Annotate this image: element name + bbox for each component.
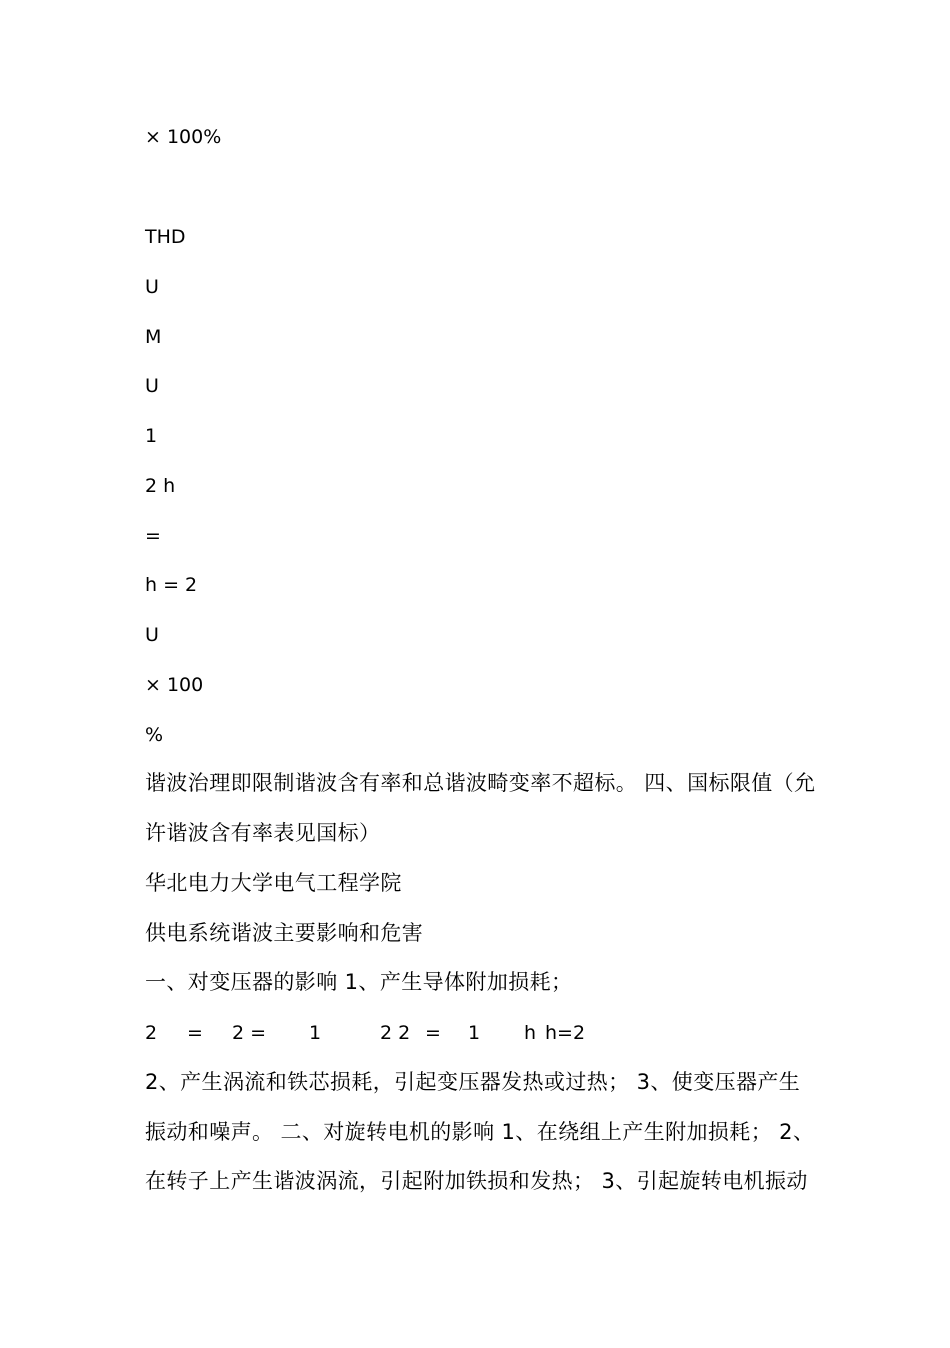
paragraph-line: 一、对变压器的影响 1、产生导体附加损耗；: [145, 970, 573, 994]
formula-fragment: h=2: [545, 1022, 586, 1044]
paragraph-line: 振动和噪声。 二、对旋转电机的影响 1、在绕组上产生附加损耗； 2、: [145, 1120, 815, 1144]
formula-line: × 100%: [145, 126, 222, 148]
formula-fragment: 2 =: [232, 1022, 267, 1044]
formula-line: THD: [145, 226, 186, 248]
paragraph-line: 许谐波含有率表见国标）: [145, 821, 381, 845]
formula-line: × 100: [145, 674, 204, 696]
formula-line: U: [145, 276, 159, 298]
paragraph-line: 谐波治理即限制谐波含有率和总谐波畸变率不超标。 四、国标限值（允: [145, 771, 816, 795]
formula-line: %: [145, 724, 164, 746]
formula-line: M: [145, 326, 162, 348]
formula-fragment: 1: [468, 1022, 481, 1044]
section-heading: 供电系统谐波主要影响和危害: [145, 921, 424, 945]
formula-fragment: 2: [145, 1022, 158, 1044]
formula-fragment: 2 2: [380, 1022, 411, 1044]
formula-fragment: 1: [309, 1022, 322, 1044]
formula-line: =: [145, 525, 161, 547]
formula-fragment: =: [187, 1022, 203, 1044]
formula-line: 2 h: [145, 475, 176, 497]
paragraph-line: 在转子上产生谐波涡流，引起附加铁损和发热； 3、引起旋转电机振动: [145, 1169, 808, 1193]
formula-fragment: =: [425, 1022, 441, 1044]
formula-line: U: [145, 375, 159, 397]
paragraph-line: 2、产生涡流和铁芯损耗，引起变压器发热或过热； 3、使变压器产生: [145, 1070, 801, 1094]
formula-line: h = 2: [145, 574, 198, 596]
formula-line: U: [145, 624, 159, 646]
formula-fragment: h: [524, 1022, 537, 1044]
formula-line: 1: [145, 425, 158, 447]
section-heading: 华北电力大学电气工程学院: [145, 871, 402, 895]
